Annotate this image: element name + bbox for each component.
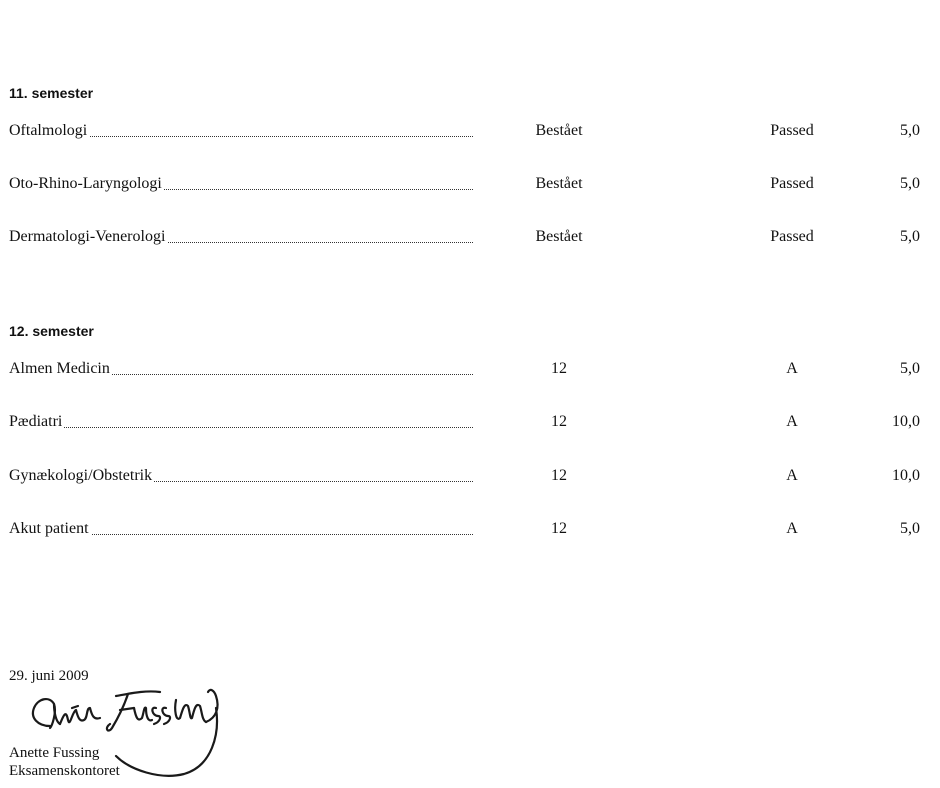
issue-date: 29. juni 2009 xyxy=(9,668,89,684)
course-row xyxy=(9,226,920,248)
ects-points: 5,0 xyxy=(900,520,920,537)
grade-danish: 12 xyxy=(551,520,567,537)
ects-points: 10,0 xyxy=(892,467,920,484)
course-cell xyxy=(9,173,473,195)
signer-name: Anette Fussing xyxy=(9,745,100,761)
grade-danish: 12 xyxy=(551,413,567,430)
grade-danish: 12 xyxy=(551,360,567,377)
course-row xyxy=(9,465,920,487)
grade-english: A xyxy=(786,413,798,430)
ects-points: 5,0 xyxy=(900,360,920,377)
grade-english: A xyxy=(786,467,798,484)
grade-english: Passed xyxy=(770,228,814,245)
grade-english: A xyxy=(786,360,798,377)
grade-danish: 12 xyxy=(551,467,567,484)
course-cell xyxy=(9,120,473,142)
dot-leader xyxy=(9,427,473,428)
grade-danish: Bestået xyxy=(535,175,583,192)
signer-office: Eksamenskontoret xyxy=(9,763,120,779)
grade-danish: Bestået xyxy=(535,122,583,139)
grade-english: Passed xyxy=(770,175,814,192)
course-name: Akut patient xyxy=(9,520,89,537)
course-name: Pædiatri xyxy=(9,413,63,430)
course-cell xyxy=(9,358,473,380)
ects-points: 5,0 xyxy=(900,228,920,245)
ects-points: 5,0 xyxy=(900,122,920,139)
course-cell xyxy=(9,226,473,248)
course-cell xyxy=(9,465,473,487)
grade-english: Passed xyxy=(770,122,814,139)
course-name: Oto-Rhino-Laryngologi xyxy=(9,175,162,192)
semester-11-heading: 11. semester xyxy=(9,85,94,101)
ects-points: 10,0 xyxy=(892,413,920,430)
grade-english: A xyxy=(786,520,798,537)
course-row xyxy=(9,120,920,142)
ects-points: 5,0 xyxy=(900,175,920,192)
course-cell xyxy=(9,411,473,433)
course-row xyxy=(9,358,920,380)
course-name: Dermatologi-Venerologi xyxy=(9,228,166,245)
grade-danish: Bestået xyxy=(535,228,583,245)
semester-12-heading: 12. semester xyxy=(9,323,94,339)
course-name: Oftalmologi xyxy=(9,122,88,139)
course-name: Gynækologi/Obstetrik xyxy=(9,467,153,484)
course-row xyxy=(9,411,920,433)
course-row xyxy=(9,173,920,195)
course-name: Almen Medicin xyxy=(9,360,110,377)
course-row xyxy=(9,518,920,540)
course-cell xyxy=(9,518,473,540)
